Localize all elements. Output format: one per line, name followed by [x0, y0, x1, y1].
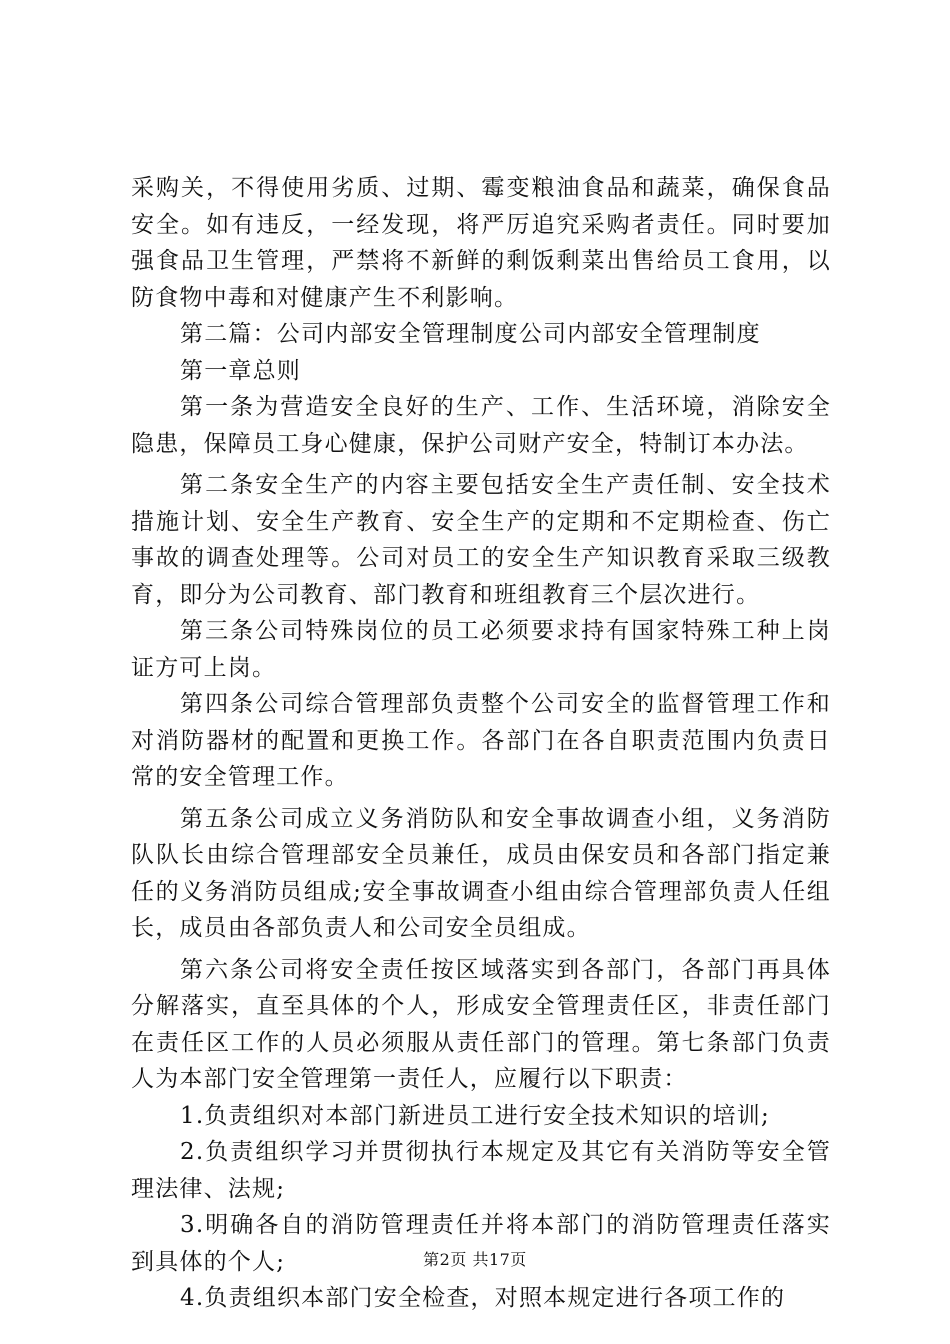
duty-item-1: 1.负责组织对本部门新进员工进行安全技术知识的培训;	[180, 1102, 770, 1129]
section-heading: 第二篇：公司内部安全管理制度公司内部安全管理制度	[180, 321, 761, 347]
article-6-7: 第六条公司将安全责任按区域落实到各部门，各部门再具体分解落实，直至具体的个人，形成安全管理责任区，非责任部门在责任区工作的人员必须服从责任部门的管理。第七条部门负责人为本部门安全管理第一责任人，应履行以下职责：	[131, 956, 831, 1092]
paragraph-food-procurement: 采购关，不得使用劣质、过期、霉变粮油食品和蔬菜，确保食品安全。如有违反，一经发现，将严厉追究采购者责任。同时要加强食品卫生管理，严禁将不新鲜的剩饭剩菜出售给员工食用，以防食物中毒和对健康产生不利影响。	[131, 175, 831, 311]
article-4: 第四条公司综合管理部负责整个公司安全的监督管理工作和对消防器材的配置和更换工作。各部门在各自职责范围内负责日常的安全管理工作。	[131, 691, 831, 790]
page-footer: 第2页 共17页	[423, 1250, 527, 1269]
duty-item-4: 4.负责组织本部门安全检查，对照本规定进行各项工作的	[180, 1285, 786, 1311]
chapter-heading: 第一章总则	[180, 357, 301, 384]
article-5: 第五条公司成立义务消防队和安全事故调查小组，义务消防队队长由综合管理部安全员兼任，成员由保安员和各部门指定兼任的义务消防员组成;安全事故调查小组由综合管理部负责人任组长，成员由各部负责人和公司安全员组成。	[131, 805, 831, 941]
document-body	[131, 170, 831, 1317]
duty-item-3: 3.明确各自的消防管理责任并将本部门的消防管理责任落实到具体的个人;	[131, 1212, 831, 1275]
article-1: 第一条为营造安全良好的生产、工作、生活环境，消除安全隐患，保障员工身心健康，保护公司财产安全，特制订本办法。	[131, 394, 831, 457]
article-2: 第二条安全生产的内容主要包括安全生产责任制、安全技术措施计划、安全生产教育、安全生产的定期和不定期检查、伤亡事故的调查处理等。公司对员工的安全生产知识教育采取三级教育，即分为公司教育、部门教育和班组教育三个层次进行。	[131, 472, 831, 608]
article-3: 第三条公司特殊岗位的员工必须要求持有国家特殊工种上岗证方可上岗。	[131, 618, 831, 681]
duty-item-2: 2.负责组织学习并贯彻执行本规定及其它有关消防等安全管理法律、法规;	[131, 1139, 831, 1202]
